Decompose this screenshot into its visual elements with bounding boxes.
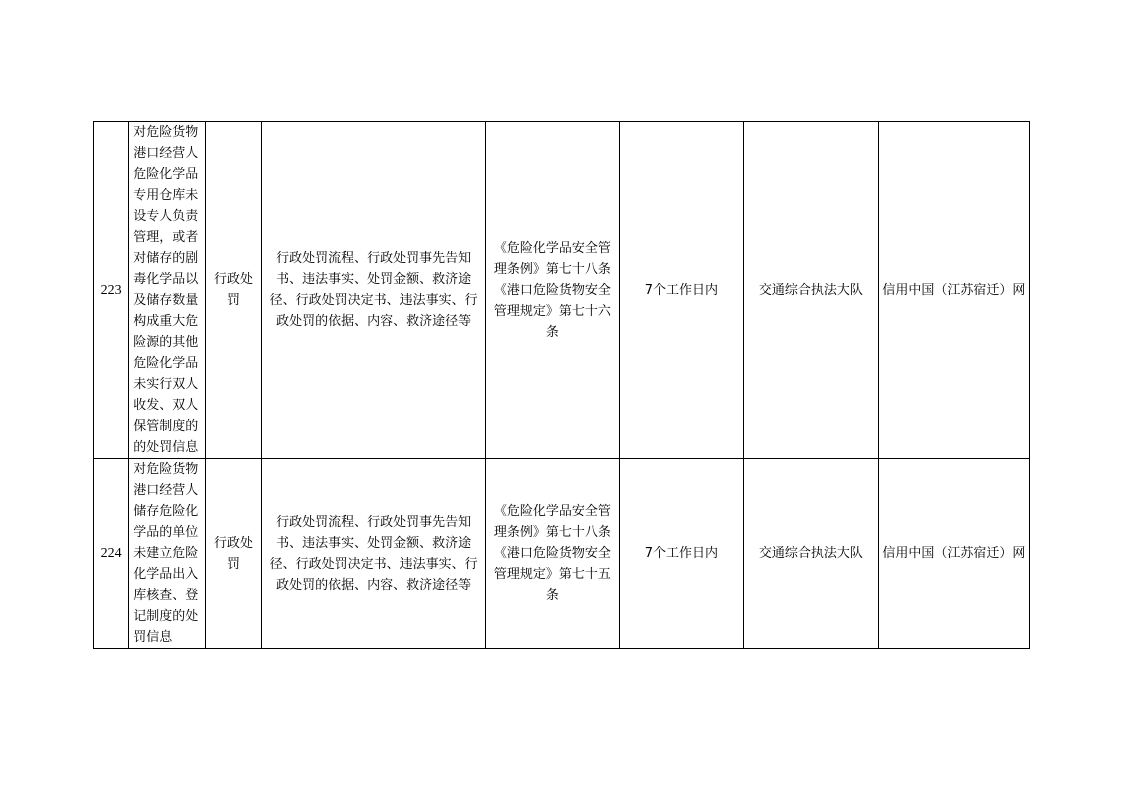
row-number: 224 xyxy=(94,459,129,649)
legal-basis xyxy=(485,122,619,459)
legal-basis-text: 《危险化学品安全管理条例》第七十八条 《港口危险货物安全管理规定》第七十六条 xyxy=(493,240,611,340)
table-row xyxy=(94,459,1030,649)
disclosure-content: 行政处罚流程、行政处罚事先告知书、违法事实、处罚金额、救济途径、行政处罚决定书、违法事实、行政处罚的依据、内容、救济途径等 xyxy=(262,122,486,459)
disclosure-channel: 信用中国（江苏宿迁）网 xyxy=(878,122,1029,459)
item-name: 对危险货物港口经营人危险化学品专用仓库未设专人负责管理，或者对储存的剧毒化学品以及储存数量构成重大危险源的其他危险化学品未实行双人收发、双人保管制度的的处罚信息 xyxy=(129,122,206,459)
item-name: 对危险货物港口经营人储存危险化学品的单位未建立危险化学品出入库核查、登记制度的处罚信息 xyxy=(129,459,206,649)
disclosure-channel: 信用中国（江苏宿迁）网 xyxy=(878,459,1029,649)
legal-basis-text: 《危险化学品安全管理条例》第七十八条 《港口危险货物安全管理规定》第七十五条 xyxy=(493,504,611,603)
time-limit: 7个工作日内 xyxy=(619,459,743,649)
item-category: 行政处罚 xyxy=(205,122,261,459)
legal-basis xyxy=(485,459,619,649)
disclosure-table xyxy=(93,121,1030,649)
responsible-agency: 交通综合执法大队 xyxy=(743,122,878,459)
responsible-agency: 交通综合执法大队 xyxy=(743,459,878,649)
row-number: 223 xyxy=(94,122,129,459)
table-row xyxy=(94,122,1030,459)
time-limit: 7个工作日内 xyxy=(619,122,743,459)
disclosure-content: 行政处罚流程、行政处罚事先告知书、违法事实、处罚金额、救济途径、行政处罚决定书、违法事实、行政处罚的依据、内容、救济途径等 xyxy=(262,459,486,649)
item-category: 行政处罚 xyxy=(205,459,261,649)
